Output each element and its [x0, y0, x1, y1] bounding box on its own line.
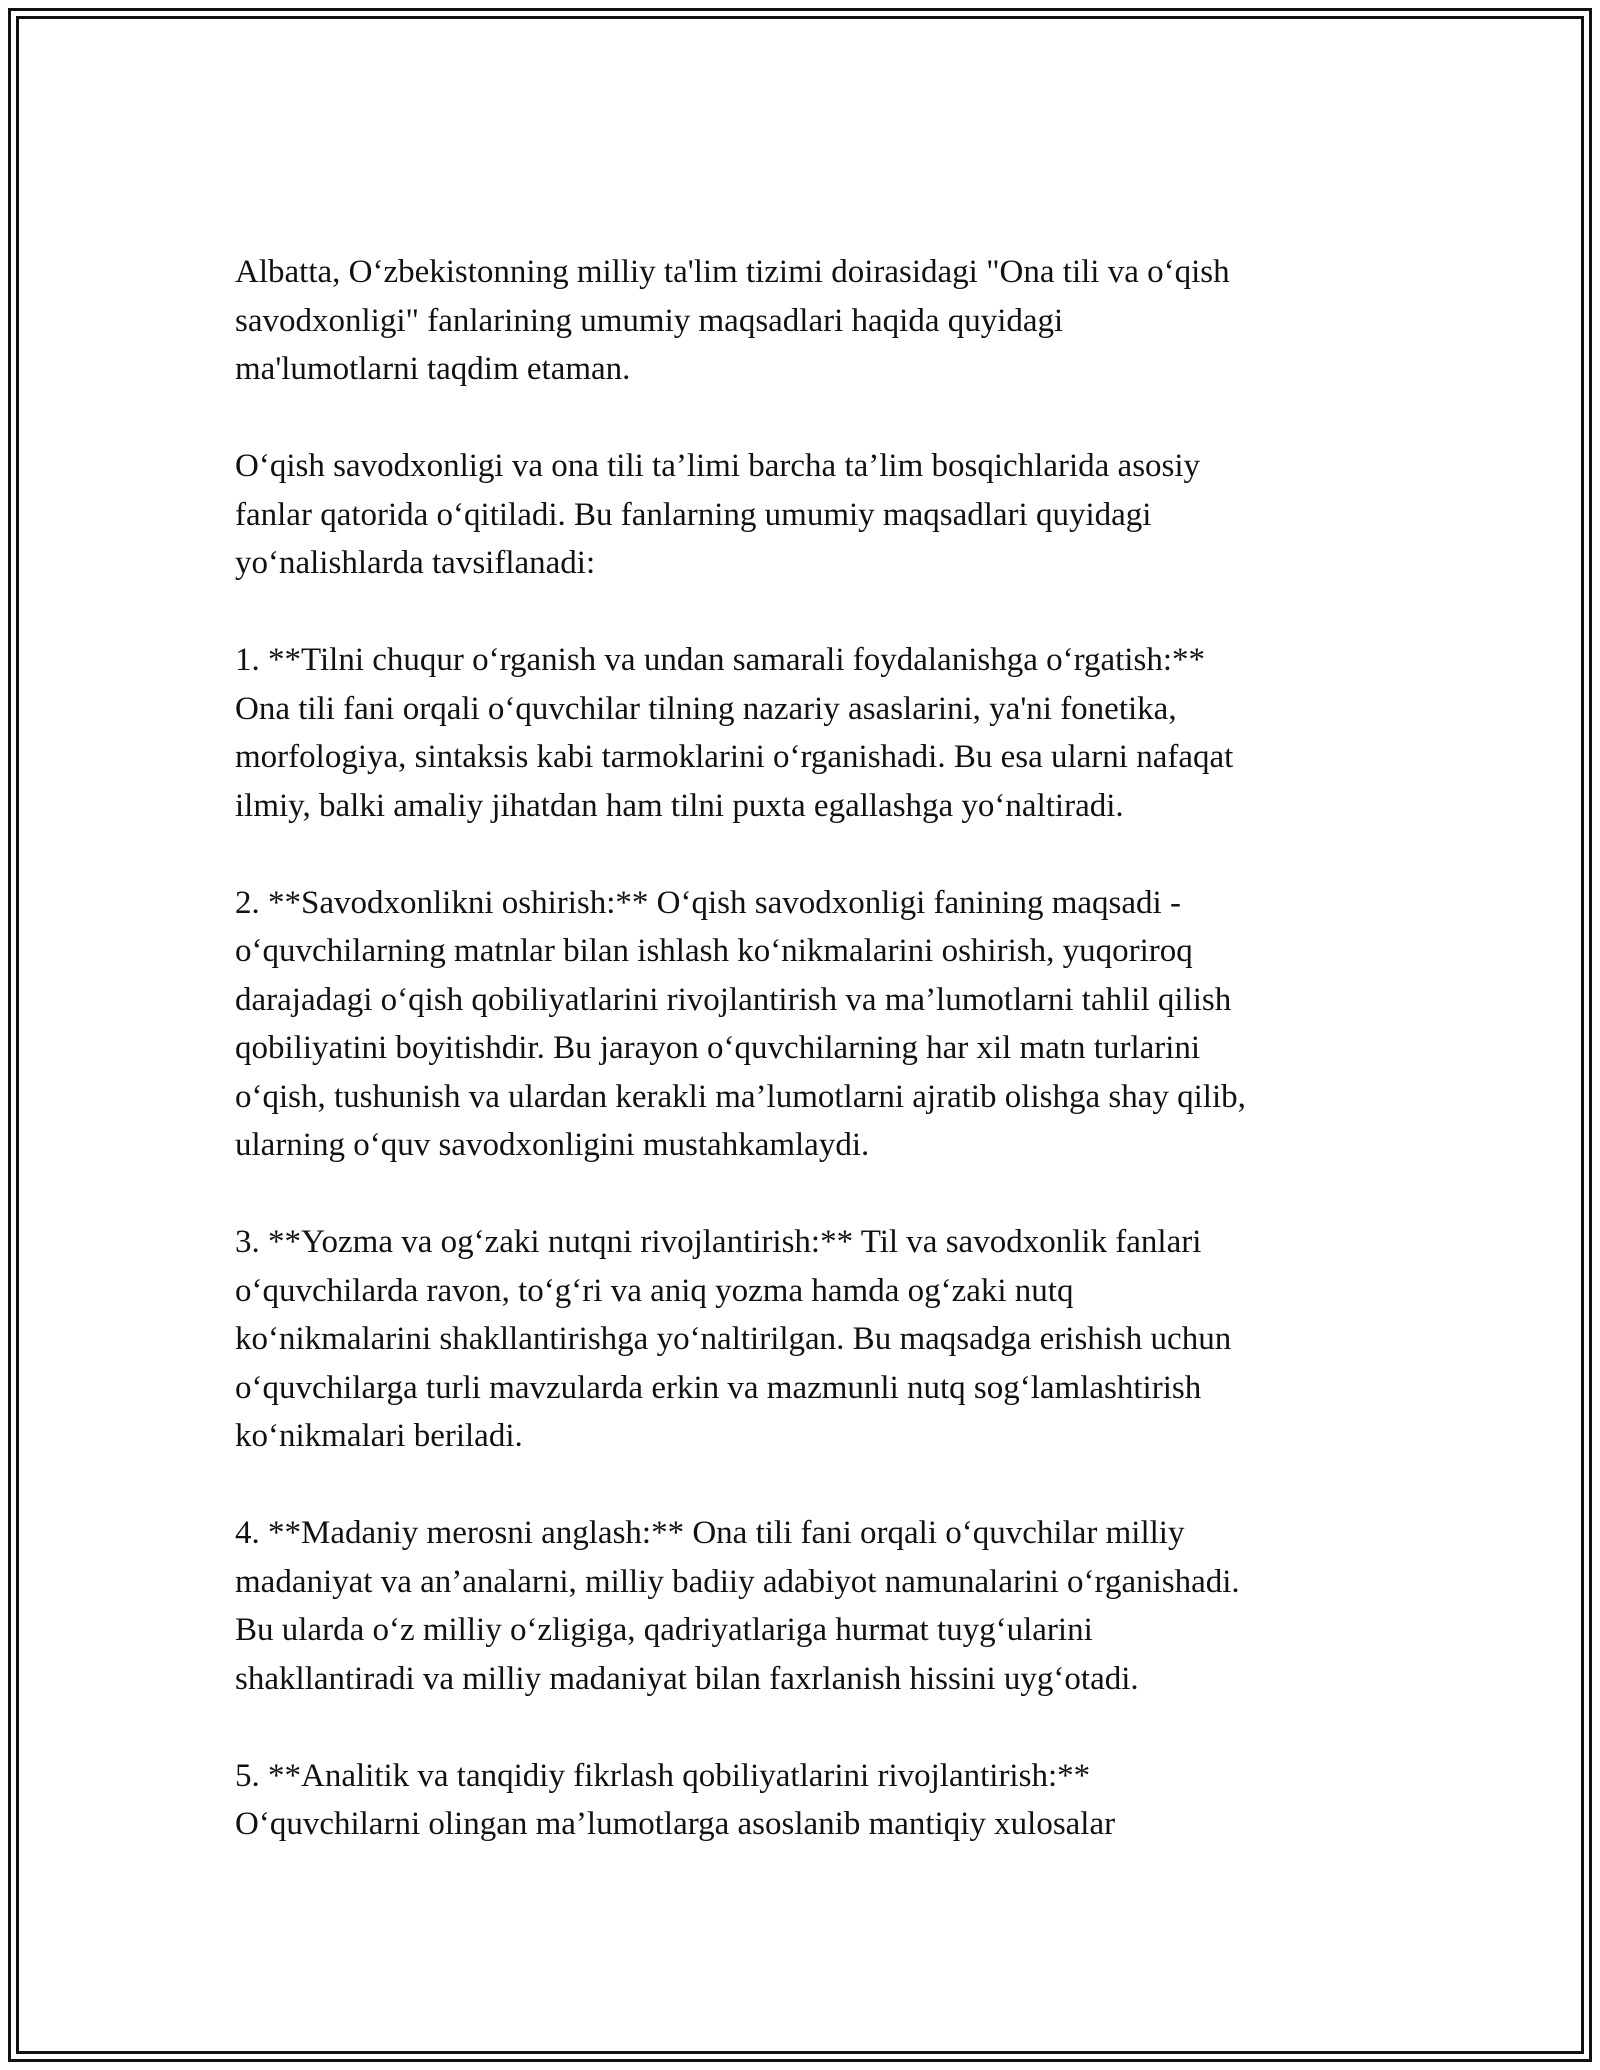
text-line: 3. **Yozma va ogʻzaki nutqni rivojlantirish:** Til va savodxonlik fanlari	[235, 1224, 1202, 1260]
paragraph-overview	[235, 442, 1375, 588]
text-line: morfologiya, sintaksis kabi tarmoklarini oʻrganishadi. Bu esa ularni nafaqat	[235, 739, 1234, 775]
text-line: ilmiy, balki amaliy jihatdan ham tilni puxta egallashga yoʻnaltiradi.	[235, 787, 1124, 824]
paragraph-intro	[235, 248, 1375, 394]
text-line: Oʻqish savodxonligi va ona tili ta’limi barcha ta’lim bosqichlarida asosiy	[235, 448, 1201, 484]
text-line: madaniyat va an’analarni, milliy badiiy adabiyot namunalarini oʻrganishadi.	[235, 1563, 1240, 1600]
text-line: darajadagi oʻqish qobiliyatlarini rivojlantirish va ma’lumotlarni tahlil qilish	[235, 981, 1232, 1018]
text-line: 2. **Savodxonlikni oshirish:** Oʻqish savodxonligi fanining maqsadi -	[235, 884, 1181, 921]
text-line: 4. **Madaniy merosni anglash:** Ona tili fani orqali oʻquvchilar milliy	[235, 1515, 1185, 1551]
text-line: fanlar qatorida oʻqitiladi. Bu fanlarning umumiy maqsadlari quyidagi	[235, 496, 1152, 533]
text-line: Ona tili fani orqali oʻquvchilar tilning nazariy asaslarini, ya'ni fonetika,	[235, 690, 1177, 727]
document-body	[235, 248, 1375, 1897]
text-line: yoʻnalishlarda tavsiflanadi:	[235, 545, 596, 581]
text-line: oʻquvchilarda ravon, toʻgʻri va aniq yozma hamda ogʻzaki nutq	[235, 1272, 1074, 1309]
text-line: shakllantiradi va milliy madaniyat bilan faxrlanish hissini uygʻotadi.	[235, 1660, 1139, 1697]
text-line: savodxonligi" fanlarining umumiy maqsadlari haqida quyidagi	[235, 302, 1064, 339]
text-line: 5. **Analitik va tanqidiy fikrlash qobiliyatlarini rivojlantirish:**	[235, 1757, 1091, 1794]
text-line: koʻnikmalarini shakllantirishga yoʻnaltirilgan. Bu maqsadga erishish uchun	[235, 1321, 1232, 1357]
text-line: Oʻquvchilarni olingan ma’lumotlarga asoslanib mantiqiy xulosalar	[235, 1806, 1116, 1842]
list-item-4	[235, 1509, 1375, 1703]
list-item-2	[235, 879, 1375, 1170]
text-line: qobiliyatini boyitishdir. Bu jarayon oʻquvchilarning har xil matn turlarini	[235, 1030, 1201, 1066]
text-line: oʻquvchilarning matnlar bilan ishlash koʻnikmalarini oshirish, yuqoriroq	[235, 933, 1193, 969]
text-line: koʻnikmalari beriladi.	[235, 1418, 523, 1454]
list-item-1	[235, 636, 1375, 830]
text-line: 1. **Tilni chuqur oʻrganish va undan samarali foydalanishga oʻrgatish:**	[235, 642, 1205, 678]
text-line: oʻqish, tushunish va ulardan kerakli ma’lumotlarni ajratib olishga shay qilib,	[235, 1078, 1246, 1115]
text-line: ularning oʻquv savodxonligini mustahkamlaydi.	[235, 1127, 870, 1163]
text-line: oʻquvchilarga turli mavzularda erkin va mazmunli nutq sogʻlamlashtirish	[235, 1369, 1202, 1406]
text-line: ma'lumotlarni taqdim etaman.	[235, 351, 631, 387]
text-line: Bu ularda oʻz milliy oʻzligiga, qadriyatlariga hurmat tuygʻularini	[235, 1612, 1093, 1648]
text-line: Albatta, Oʻzbekistonning milliy ta'lim tizimi doirasidagi "Ona tili va oʻqish	[235, 254, 1230, 290]
list-item-3	[235, 1218, 1375, 1461]
list-item-5	[235, 1752, 1375, 1849]
